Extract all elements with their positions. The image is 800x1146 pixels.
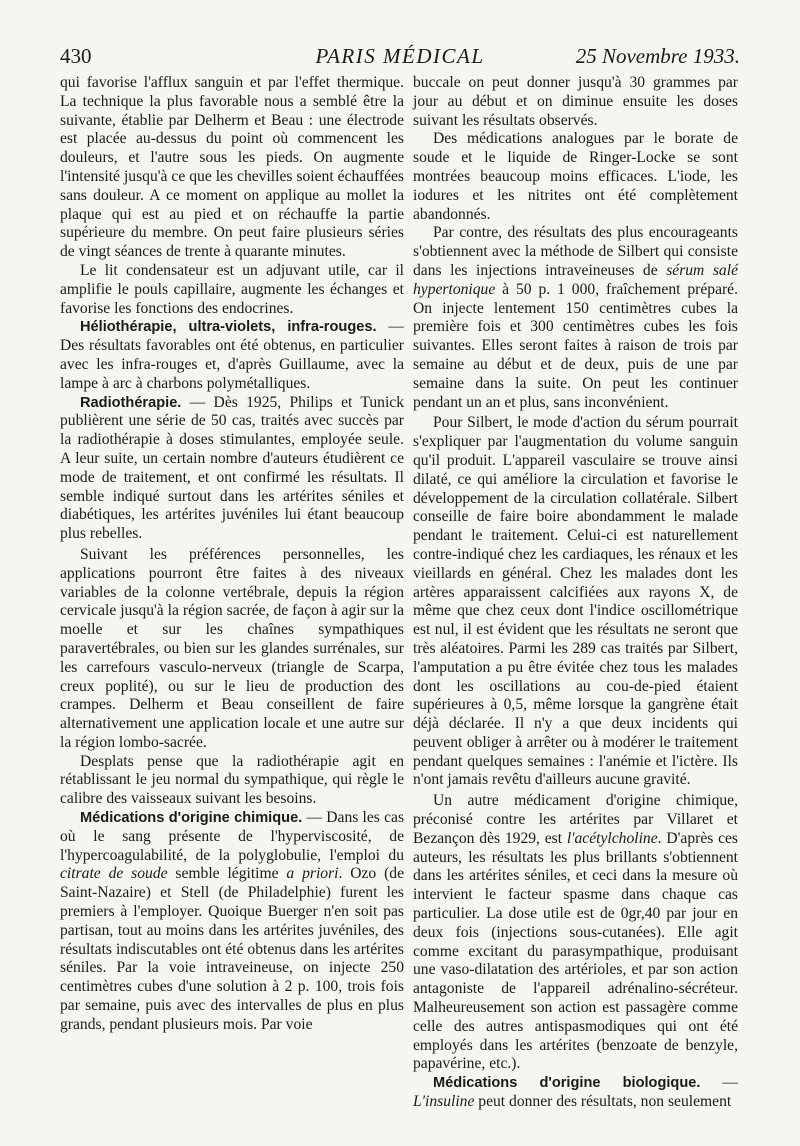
italic-term: l'acétylcholine <box>566 829 658 847</box>
paragraph <box>60 809 404 1035</box>
paragraph <box>413 792 738 1074</box>
paragraph <box>60 318 404 393</box>
paragraph: Desplats pense que la radiothérapie agit en rétablissant le jeu normal du sympathique, qui règle le calibre des vaisseaux suivant les besoins. <box>60 752 404 808</box>
paragraph: Des médications analogues par le borate de soude et le liquide de Ringer-Locke se sont montrées beaucoup moins efficaces. L'iode, les iodures et les nitrites ont été complètement abandonnés. <box>413 130 738 223</box>
paragraph <box>413 1074 738 1112</box>
paragraph: Le lit condensateur est un adjuvant utile, car il amplifie le pouls capillaire, augmente les échanges et favorise les fonctions des endocrines. <box>60 261 404 317</box>
italic-term: sérum salé hypertonique <box>413 261 738 298</box>
paragraph: qui favorise l'afflux sanguin et par l'effet thermique. La technique la plus favorable nous a semblé être la suivante, établie par Delherm et Beau : une électrode est placée au-dessus du point où commencent les douleurs, et l'autre sous les pieds. On augmente l'intensité jusqu'à ce que les chevilles soient échauffées sans douleur. A ce moment on applique au mollet la plaque qui est au pied et on réchauffe la partie supérieure du membre. On peut faire plusieurs séries de vingt séances de trente à quarante minutes. <box>60 74 404 261</box>
paragraph-text: — <box>700 1074 738 1092</box>
paragraph-text: Un autre médicament d'origine chimique, préconisé contre les artérites par Villaret et Bezançon dès 1929, est <box>413 792 738 847</box>
paragraph-text: — Dans les cas où le sang présente de l'hyperviscosité, de l'hypercoagulabilité, de la polyglobulie, l'emploi du <box>60 809 405 864</box>
italic-term: a priori <box>286 865 339 883</box>
section-heading: Médications d'origine chimique. <box>80 810 303 827</box>
page-number: 430 <box>60 44 92 68</box>
paragraph <box>60 394 404 544</box>
paragraph-text: à 50 p. 1 000, fraîchement préparé. On injecte lentement 150 centimètres cubes la première fois et 300 centimètres cubes les fois suivantes. Elles seront faites à raison de trois par semaine au début et de deux, puis de une par semaine dans la suite. On peut les continuer pendant un an et plus, sans inconvénient. <box>413 280 738 411</box>
italic-term: L'insuline <box>413 1093 475 1111</box>
section-heading: Radiothérapie. <box>80 394 182 411</box>
paragraph-text: semble légitime <box>167 865 287 883</box>
section-heading: Médications d'origine biologique. <box>433 1075 701 1092</box>
running-header <box>60 44 740 78</box>
issue-date: 25 Novembre 1933. <box>575 44 740 68</box>
paragraph-text: peut donner des résultats, non seulement <box>474 1093 732 1111</box>
journal-title: PARIS MÉDICAL <box>315 44 485 68</box>
paragraph <box>413 224 738 412</box>
left-column <box>60 74 404 1035</box>
italic-term: citrate de soude <box>60 865 168 883</box>
paragraph-text: . D'après ces auteurs, les résultats les plus brillants s'obtiennent dans les artérites séniles, et ceci dans la mesure où intervient le facteur spasme dans chaque cas particulier. La dose utile est de 0gr,40 par jour en deux fois (injections sous-cutanées). Elle agit comme excitant du parasympathique, produisant une vaso-dilatation des artérioles, et par son action antagoniste de l'appareil adrénalino-sécréteur. Malheureusement son action est passagère comme celle des autres antispasmodiques qui ont été employés dans les artérites (benzoate de benzyle, papavérine, etc.). <box>413 829 739 1073</box>
paragraph-text: — Des résultats favorables ont été obtenus, en particulier avec les infra-rouges et, d'après Guillaume, avec la lampe à arc à charbons polymétalliques. <box>60 318 404 392</box>
section-heading: Héliothérapie, ultra-violets, infra-rouges. <box>80 319 377 336</box>
paragraph: buccale on peut donner jusqu'à 30 grammes par jour au début et on diminue ensuite les doses suivant les résultats observés. <box>413 74 738 129</box>
right-column <box>413 74 738 1112</box>
paragraph: Pour Silbert, le mode d'action du sérum pourrait s'expliquer par l'augmentation du volume sanguin qu'il produit. L'appareil vasculaire se trouve ainsi dilaté, ce qui améliore la circulation et favorise le développement de la circulation collatérale. Silbert conseille de faire boire abondamment le malade pendant le traitement. Celui-ci est naturellement contre-indiqué chez les cardiaques, les rénaux et les vieillards en général. Chez les malades dont les artères apparaissent calcifiées aux rayons X, de même que chez ceux dont l'indice oscillométrique est nul, il est évident que les résultats ne seront que très aléatoires. Parmi les 289 cas traités par Silbert, l'amputation a pu être évitée chez tous les malades dont les oscillations au cou-de-pied étaient supérieures à 0,5, même lorsque la gangrène était déjà déclarée. Il n'y a que deux incidents qui peuvent obliger à arrêter ou à modérer le traitement pendant quelques semaines : l'anémie et l'ictère. Ils n'ont jamais revêtu d'ailleurs aucune gravité. <box>413 414 738 789</box>
paragraph-text: . Ozo (de Saint-Nazaire) et Stell (de Philadelphie) furent les premiers à l'employer. Quoique Buerger n'en soit pas partisan, tout au moins dans les artérites juvéniles, des résultats indiscutables ont été obtenus dans les artérites séniles. Par la voie intraveineuse, on injecte 250 centimètres cubes d'une solution à 2 p. 100, trois fois par semaine, puis avec des intervalles de plus en plus grands, pendant plusieurs mois. Par voie <box>60 865 405 1033</box>
paragraph: Suivant les préférences personnelles, les applications pourront être faites à des niveaux variables de la colonne vertébrale, depuis la région cervicale jusqu'à la région sacrée, de façon à agir sur la moelle et sur les chaînes sympathiques paravertébrales, ou bien sur les glandes surrénales, sur les carrefours vasculo-nerveux (triangle de Scarpa, creux poplité), ou sur le lieu de production des crampes. Delherm et Beau conseillent de faire alternativement une application locale et une autre sur la région lombo-sacrée. <box>60 545 404 751</box>
paragraph-text: — Dès 1925, Philips et Tunick publièrent une série de 50 cas, traités avec succès par la radiothérapie à doses stimulantes, employée seule. A leur suite, un certain nombre d'auteurs étudièrent ce mode de traitement, et ont confirmé les résultats. Il semble indiqué surtout dans les artérites séniles et diabétiques, les artérites juvéniles lui étant beaucoup plus rebelles. <box>60 393 404 543</box>
paragraph-text: Par contre, des résultats des plus encourageants s'obtiennent avec la méthode de Silbert qui consiste dans les injections intraveineuses de <box>413 224 738 279</box>
